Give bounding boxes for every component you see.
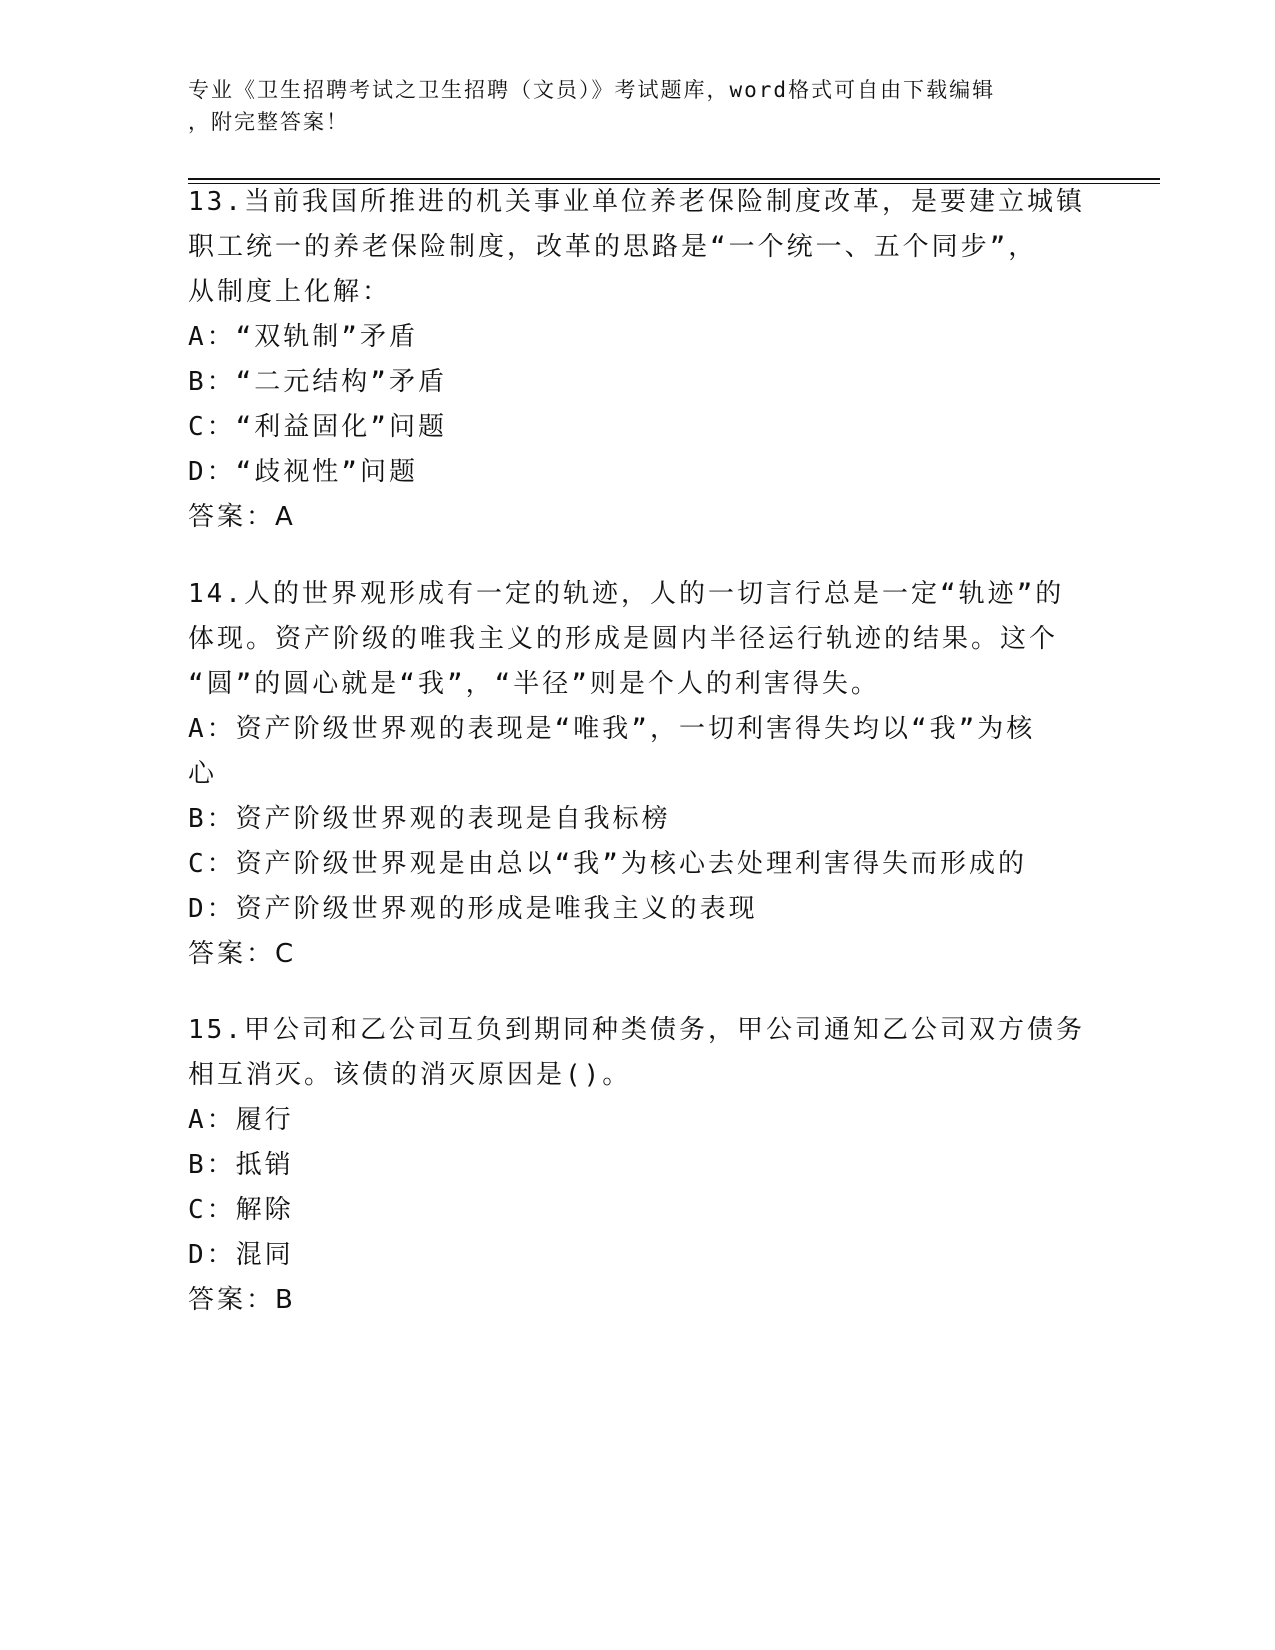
option-d: D：资产阶级世界观的形成是唯我主义的表现 (188, 894, 758, 924)
option-a-continued: 心 (188, 759, 218, 789)
question-stem-line: 体现。资产阶级的唯我主义的形成是圆内半径运行轨迹的结果。这个 (188, 624, 1059, 654)
option-a: A：“双轨制”矛盾 (188, 322, 418, 352)
question-14 (188, 572, 1088, 977)
question-stem-line: 相互消灭。该债的消灭原因是()。 (188, 1060, 632, 1090)
question-15 (188, 1008, 1088, 1323)
option-c: C：资产阶级世界观是由总以“我”为核心去处理利害得失而形成的 (188, 849, 1027, 879)
answer-line: 答案：B (188, 1285, 296, 1315)
answer-line: 答案：A (188, 502, 296, 532)
question-13 (188, 180, 1088, 540)
option-a: A：资产阶级世界观的表现是“唯我”，一切利害得失均以“我”为核 (188, 714, 1036, 744)
question-stem-line: 15.甲公司和乙公司互负到期同种类债务，甲公司通知乙公司双方债务 (188, 1015, 1085, 1045)
question-stem-line: 13.当前我国所推进的机关事业单位养老保险制度改革，是要建立城镇 (188, 187, 1085, 217)
header-line-2: ，附完整答案！ (188, 110, 349, 134)
option-b: B：抵销 (188, 1150, 294, 1180)
option-b: B：“二元结构”矛盾 (188, 367, 447, 397)
option-d: D：混同 (188, 1240, 294, 1270)
question-stem-line: 从制度上化解： (188, 277, 392, 307)
question-stem-line: 职工统一的养老保险制度，改革的思路是“一个统一、五个同步”， (188, 232, 1038, 262)
header-line-1: 专业《卫生招聘考试之卫生招聘（文员）》考试题库，word格式可自由下载编辑 (188, 78, 996, 102)
question-stem-line: “圆”的圆心就是“我”，“半径”则是个人的利害得失。 (188, 669, 880, 699)
option-a: A：履行 (188, 1105, 294, 1135)
question-stem-line: 14.人的世界观形成有一定的轨迹，人的一切言行总是一定“轨迹”的 (188, 579, 1065, 609)
option-b: B：资产阶级世界观的表现是自我标榜 (188, 804, 671, 834)
option-c: C：“利益固化”问题 (188, 412, 447, 442)
option-c: C：解除 (188, 1195, 294, 1225)
answer-line: 答案：C (188, 939, 297, 969)
document-header (188, 74, 1068, 138)
option-d: D：“歧视性”问题 (188, 457, 418, 487)
